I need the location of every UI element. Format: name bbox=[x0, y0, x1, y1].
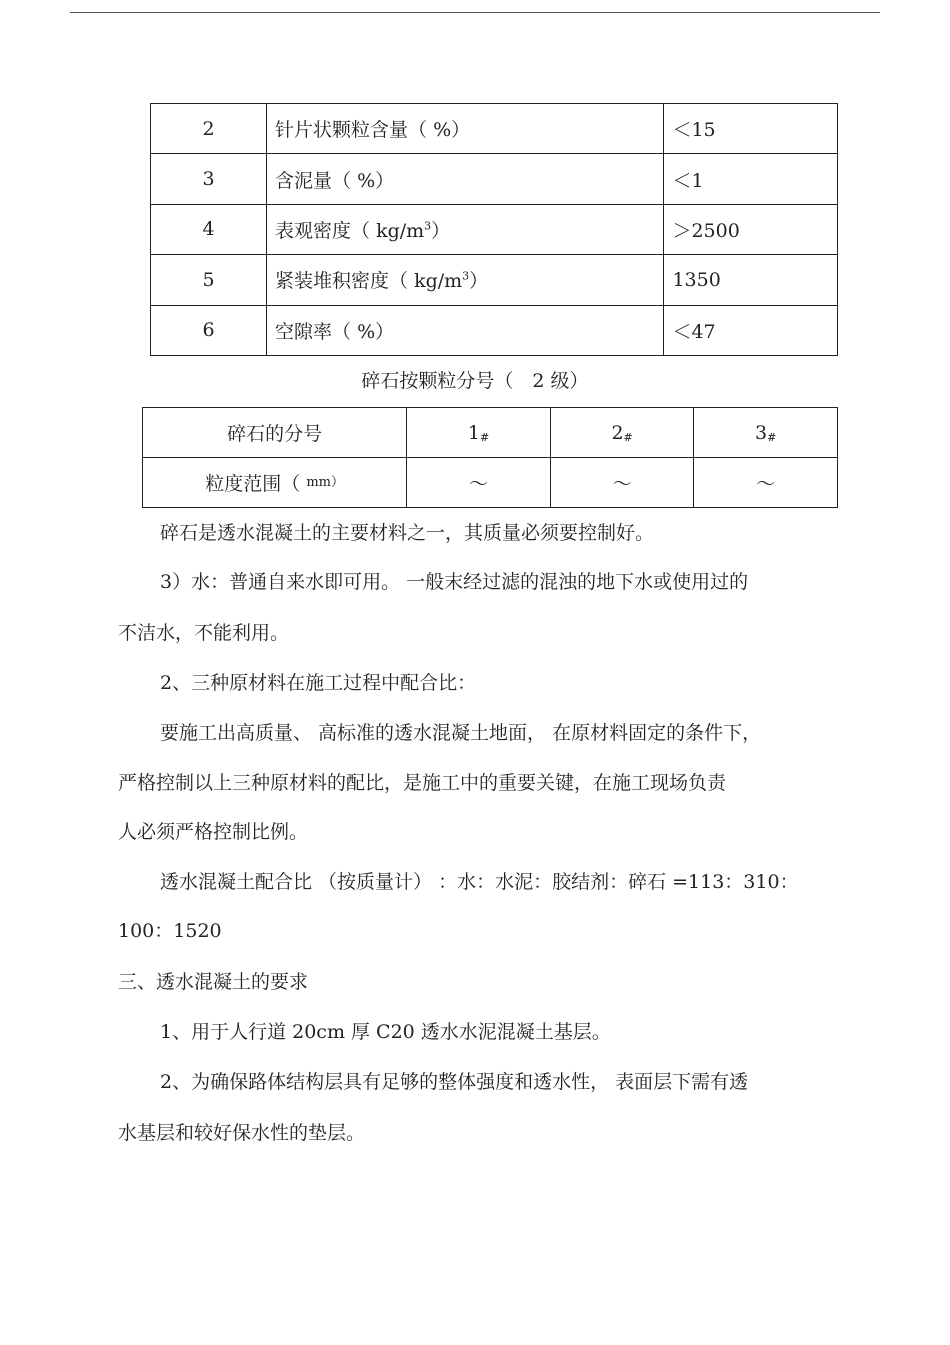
grade-mark: # bbox=[479, 430, 490, 444]
grade-number: 2 bbox=[611, 421, 624, 444]
table-row bbox=[151, 104, 838, 154]
property-value: 1350 bbox=[664, 255, 838, 305]
property-value: ＞2500 bbox=[664, 204, 838, 254]
property-name-text: 紧装堆积密度（ kg/m bbox=[275, 270, 463, 293]
size-range-label bbox=[143, 458, 407, 508]
property-name: 空隙率（ %） bbox=[267, 305, 664, 355]
table-row bbox=[143, 458, 838, 508]
body-paragraph: 1、用于人行道 20cm 厚 C20 透水水泥混凝土基层。 bbox=[160, 1021, 611, 1043]
row-number: 4 bbox=[151, 204, 267, 254]
table-row bbox=[151, 305, 838, 355]
header-rule bbox=[70, 12, 880, 13]
grade-column-1 bbox=[407, 408, 551, 458]
unit-exponent: 3 bbox=[424, 219, 432, 233]
body-paragraph: 3）水：普通自来水即可用。 一般末经过滤的混浊的地下水或使用过的 bbox=[160, 571, 749, 593]
table-row bbox=[151, 154, 838, 204]
unit-exponent: 3 bbox=[462, 270, 470, 284]
size-range-text: 粒度范围（ bbox=[205, 473, 307, 495]
table-row bbox=[143, 408, 838, 458]
body-paragraph: 透水混凝土配合比 （按质量计） ：水：水泥：胶结剂：碎石 =113：310： bbox=[160, 871, 799, 893]
property-name bbox=[267, 255, 664, 305]
size-range-value: ～ bbox=[694, 458, 838, 508]
property-name-text: 表观密度（ kg/m bbox=[275, 219, 425, 242]
size-range-value: ～ bbox=[407, 458, 551, 508]
grade-column-3 bbox=[694, 408, 838, 458]
body-paragraph: 不洁水，不能利用。 bbox=[118, 622, 290, 644]
section-heading: 三、透水混凝土的要求 bbox=[118, 971, 309, 993]
size-range-unit: mm） bbox=[306, 475, 344, 490]
grade-table-caption: 碎石按颗粒分号（ 2 级） bbox=[361, 370, 589, 392]
body-paragraph: 水基层和较好保水性的垫层。 bbox=[118, 1122, 366, 1144]
body-paragraph: 2、为确保路体结构层具有足够的整体强度和透水性， 表面层下需有透 bbox=[160, 1071, 749, 1093]
grade-header-label: 碎石的分号 bbox=[143, 408, 407, 458]
body-paragraph: 要施工出高质量、 高标准的透水混凝土地面， 在原材料固定的条件下， bbox=[160, 722, 762, 744]
body-paragraph: 100：1520 bbox=[118, 920, 222, 942]
table-row bbox=[151, 255, 838, 305]
property-name-suffix: ） bbox=[469, 270, 489, 293]
property-name: 含泥量（ %） bbox=[267, 154, 664, 204]
body-paragraph: 2、三种原材料在施工过程中配合比： bbox=[160, 672, 477, 694]
size-range-value: ～ bbox=[550, 458, 694, 508]
body-paragraph: 严格控制以上三种原材料的配比，是施工中的重要关键，在施工现场负责 bbox=[118, 772, 727, 794]
body-paragraph: 碎石是透水混凝土的主要材料之一，其质量必须要控制好。 bbox=[160, 522, 655, 544]
property-value: ＜1 bbox=[664, 154, 838, 204]
body-paragraph: 人必须严格控制比例。 bbox=[118, 821, 309, 843]
property-value: ＜47 bbox=[664, 305, 838, 355]
grade-mark: # bbox=[623, 430, 633, 444]
property-name: 针片状颗粒含量（ %） bbox=[267, 104, 664, 154]
grade-number: 1 bbox=[467, 421, 480, 444]
aggregate-properties-table bbox=[150, 103, 838, 356]
grade-column-2 bbox=[550, 408, 694, 458]
property-name-suffix: ） bbox=[431, 219, 451, 242]
property-name bbox=[267, 204, 664, 254]
table-row bbox=[151, 204, 838, 254]
row-number: 5 bbox=[151, 255, 267, 305]
property-value: ＜15 bbox=[664, 104, 838, 154]
gravel-grade-table bbox=[142, 407, 838, 508]
row-number: 6 bbox=[151, 305, 267, 355]
row-number: 3 bbox=[151, 154, 267, 204]
grade-mark: # bbox=[767, 430, 777, 444]
grade-number: 3 bbox=[755, 421, 768, 444]
row-number: 2 bbox=[151, 104, 267, 154]
